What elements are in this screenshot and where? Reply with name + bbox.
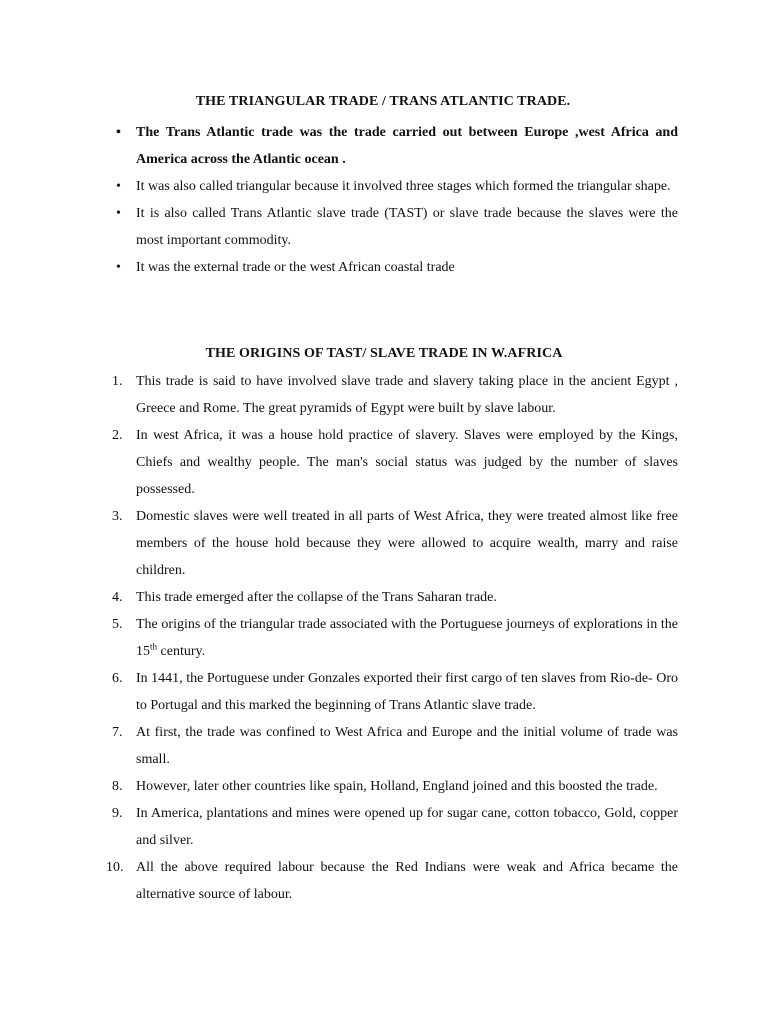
bullet-text: It is also called Trans Atlantic slave trade (TAST) or slave trade because the slaves were the most important commodity.: [136, 206, 678, 248]
list-number: 4.: [112, 590, 123, 605]
list-item-text: However, later other countries like spain, Holland, England joined and this boosted the trade.: [136, 779, 658, 794]
bullet-dot-icon: •: [116, 179, 121, 194]
list-item-text: In 1441, the Portuguese under Gonzales exported their first cargo of ten slaves from Rio-de- Oro to Portugal and this marked the beginning of Trans Atlantic slave trade.: [136, 671, 678, 713]
bullet-text: It was also called triangular because it involved three stages which formed the triangular shape.: [136, 179, 671, 194]
list-item-text: This trade is said to have involved slave trade and slavery taking place in the ancient Egypt , Greece and Rome. The great pyramids of Egypt were built by slave labour.: [136, 374, 678, 416]
bullet-item: [110, 254, 678, 281]
list-number: 2.: [112, 428, 123, 443]
list-item: [110, 800, 678, 854]
list-number: 1.: [112, 374, 123, 389]
list-item-text: This trade emerged after the collapse of the Trans Saharan trade.: [136, 590, 497, 605]
list-number: 5.: [112, 617, 123, 632]
bullet-list: [110, 119, 678, 281]
ordinal-superscript: th: [150, 641, 158, 652]
list-item: [110, 719, 678, 773]
list-item: [110, 368, 678, 422]
list-number: 9.: [112, 806, 123, 821]
numbered-list: [106, 368, 678, 908]
list-item-text: At first, the trade was confined to West Africa and Europe and the initial volume of trade was small.: [136, 725, 678, 767]
list-item: [110, 773, 678, 800]
bullet-item: [110, 173, 678, 200]
list-item: [110, 584, 678, 611]
list-item: [106, 854, 678, 908]
list-number: 10.: [106, 860, 124, 875]
list-number: 8.: [112, 779, 123, 794]
list-item-text-after: century.: [157, 644, 206, 659]
list-item: [110, 665, 678, 719]
list-number: 6.: [112, 671, 123, 686]
bullet-dot-icon: •: [116, 260, 121, 275]
list-item-text: In America, plantations and mines were opened up for sugar cane, cotton tobacco, Gold, copper and silver.: [136, 806, 678, 848]
section-heading-origins: THE ORIGINS OF TAST/ SLAVE TRADE IN W.AFRICA: [205, 346, 563, 361]
list-item-text-before: The origins of the triangular trade associated with the Portuguese journeys of explorations in the 15: [136, 617, 678, 659]
bullet-dot-icon: •: [116, 125, 121, 140]
list-number: 3.: [112, 509, 123, 524]
list-item-text: [136, 617, 678, 659]
list-item-text: Domestic slaves were well treated in all parts of West Africa, they were treated almost like free members of the house hold because they were allowed to acquire wealth, marry and raise children.: [136, 509, 678, 578]
list-item: [110, 503, 678, 584]
list-item-text: In west Africa, it was a house hold practice of slavery. Slaves were employed by the Kings, Chiefs and wealthy people. The man's social status was judged by the number of slaves possessed.: [136, 428, 678, 497]
bullet-item: [110, 200, 678, 254]
bullet-dot-icon: •: [116, 206, 121, 221]
list-item-text: All the above required labour because the Red Indians were weak and Africa became the alternative source of labour.: [136, 860, 678, 902]
bullet-item: [110, 119, 678, 173]
list-item: [110, 422, 678, 503]
section-heading-triangular-trade: THE TRIANGULAR TRADE / TRANS ATLANTIC TRADE.: [195, 94, 571, 109]
bullet-text: The Trans Atlantic trade was the trade carried out between Europe ,west Africa and America across the Atlantic ocean .: [136, 125, 678, 167]
list-number: 7.: [112, 725, 123, 740]
list-item: [110, 611, 678, 665]
bullet-text: It was the external trade or the west African coastal trade: [136, 260, 455, 275]
